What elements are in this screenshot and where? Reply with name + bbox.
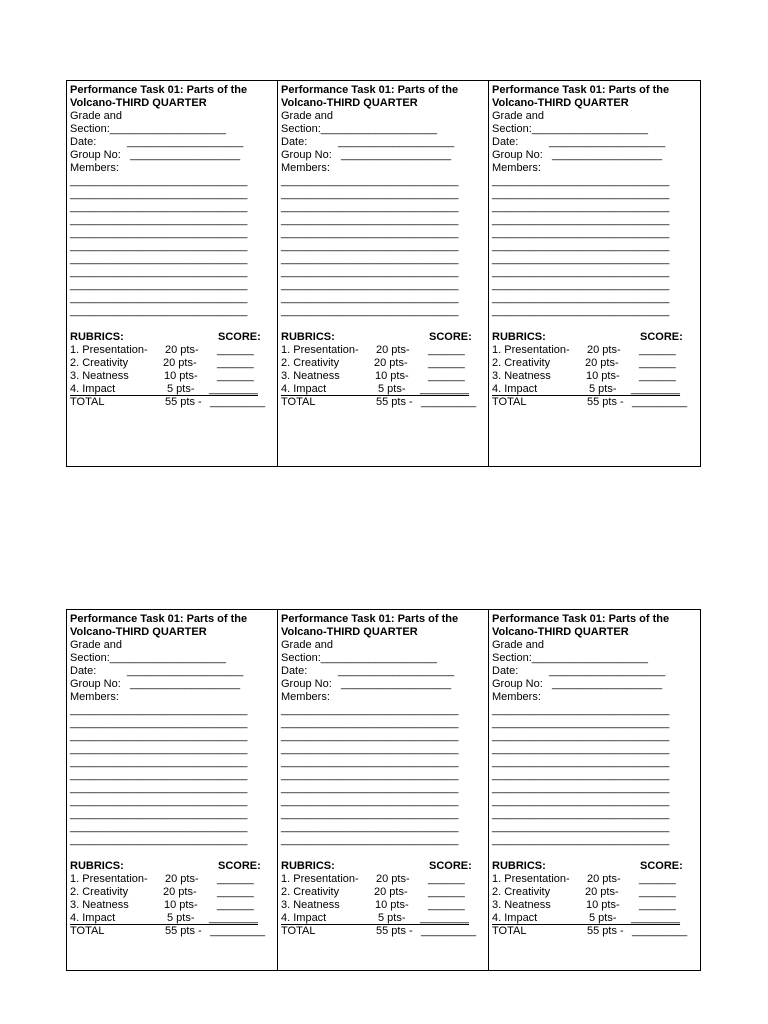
- criterion-score-blank: ______: [428, 344, 465, 356]
- grade-label: Grade and: [492, 639, 544, 651]
- group-row: [492, 149, 700, 162]
- member-line: _____________________________: [70, 227, 248, 239]
- member-line: _____________________________: [281, 808, 459, 820]
- group-blank-line: __________________: [341, 149, 452, 161]
- member-line: _____________________________: [70, 756, 248, 768]
- criterion-score-blank: ______: [217, 344, 254, 356]
- section-label: Section:: [492, 652, 532, 664]
- date-label: Date:: [492, 136, 519, 148]
- date-blank-line: ___________________: [127, 136, 244, 148]
- total-score-blank: _________: [632, 925, 688, 937]
- card-title-line: Performance Task 01: Parts of the: [492, 613, 670, 625]
- criterion-points: 10 pts-: [375, 370, 409, 382]
- criterion-row: [70, 886, 277, 899]
- member-line: _____________________________: [70, 201, 248, 213]
- member-line: _____________________________: [281, 292, 459, 304]
- criterion-score-blank: ________: [420, 383, 469, 395]
- rubrics-heading: RUBRICS:: [492, 331, 546, 343]
- member-line: _____________________________: [70, 214, 248, 226]
- criterion-label: 4. Impact: [281, 383, 327, 395]
- member-line: _____________________________: [70, 305, 248, 317]
- section-gap: [70, 318, 277, 331]
- criterion-points: 5 pts-: [378, 912, 406, 924]
- group-blank-line: __________________: [130, 678, 241, 690]
- criterion-row: [281, 383, 488, 396]
- date-label: Date:: [70, 136, 97, 148]
- section-gap: [281, 847, 488, 860]
- member-line: _____________________________: [281, 266, 459, 278]
- criterion-points: 10 pts-: [586, 370, 620, 382]
- criterion-score-blank: ______: [428, 370, 465, 382]
- total-row: [70, 396, 277, 409]
- card-title-line: Volcano-THIRD QUARTER: [281, 97, 418, 109]
- criterion-score-blank: ______: [639, 886, 676, 898]
- date-row: [281, 136, 488, 149]
- grade-label: Grade and: [492, 110, 544, 122]
- total-score-blank: _________: [421, 396, 477, 408]
- member-line: _____________________________: [281, 305, 459, 317]
- total-score-blank: _________: [210, 396, 266, 408]
- member-line: _____________________________: [492, 730, 670, 742]
- criterion-points: 5 pts-: [167, 912, 195, 924]
- member-line: _____________________________: [492, 214, 670, 226]
- member-line: _____________________________: [492, 717, 670, 729]
- members-label: Members:: [492, 691, 541, 703]
- rubrics-header-row: [70, 331, 277, 344]
- total-points: 55 pts -: [587, 396, 624, 408]
- criterion-points: 20 pts-: [376, 873, 410, 885]
- date-label: Date:: [70, 665, 97, 677]
- criterion-label: 2. Creativity: [281, 886, 340, 898]
- criterion-points: 20 pts-: [374, 357, 408, 369]
- rubrics-header-row: [281, 331, 488, 344]
- criterion-row: [70, 370, 277, 383]
- member-line: _____________________________: [492, 743, 670, 755]
- member-line: _____________________________: [281, 214, 459, 226]
- criterion-label: 2. Creativity: [70, 357, 129, 369]
- grade-label: Grade and: [281, 110, 333, 122]
- member-line: _____________________________: [281, 201, 459, 213]
- member-line: _____________________________: [70, 717, 248, 729]
- criterion-score-blank: ______: [217, 886, 254, 898]
- criterion-label: 2. Creativity: [492, 886, 551, 898]
- member-line: _____________________________: [70, 253, 248, 265]
- member-line: _____________________________: [492, 292, 670, 304]
- criterion-score-blank: ______: [639, 344, 676, 356]
- total-points: 55 pts -: [165, 396, 202, 408]
- group-blank-line: __________________: [130, 149, 241, 161]
- total-score-blank: _________: [421, 925, 477, 937]
- criterion-points: 10 pts-: [375, 899, 409, 911]
- criterion-score-blank: ______: [639, 370, 676, 382]
- card-title-line: Volcano-THIRD QUARTER: [70, 97, 207, 109]
- member-line: _____________________________: [281, 175, 459, 187]
- criterion-label: 3. Neatness: [70, 899, 129, 911]
- date-row: [70, 665, 277, 678]
- member-line: _____________________________: [492, 808, 670, 820]
- criterion-row: [492, 912, 700, 925]
- criterion-row: [492, 370, 700, 383]
- date-row: [70, 136, 277, 149]
- member-line: _____________________________: [492, 227, 670, 239]
- date-row: [281, 665, 488, 678]
- criterion-points: 20 pts-: [587, 344, 621, 356]
- members-label: Members:: [492, 162, 541, 174]
- total-row: [281, 925, 488, 938]
- criterion-label: 1. Presentation-: [70, 873, 148, 885]
- date-blank-line: ___________________: [549, 136, 666, 148]
- criterion-row: [281, 912, 488, 925]
- member-line: _____________________________: [70, 266, 248, 278]
- criterion-points: 20 pts-: [165, 873, 199, 885]
- member-line: _____________________________: [70, 279, 248, 291]
- grade-label: Grade and: [70, 639, 122, 651]
- criterion-row: [492, 357, 700, 370]
- rubrics-heading: RUBRICS:: [70, 860, 124, 872]
- card-title-line: Volcano-THIRD QUARTER: [70, 626, 207, 638]
- total-row: [492, 925, 700, 938]
- criterion-score-blank: ______: [217, 873, 254, 885]
- member-line: _____________________________: [492, 188, 670, 200]
- criterion-row: [492, 873, 700, 886]
- member-line: _____________________________: [281, 227, 459, 239]
- rubrics-heading: RUBRICS:: [281, 860, 335, 872]
- member-line: _____________________________: [70, 292, 248, 304]
- member-line: _____________________________: [70, 730, 248, 742]
- member-line: _____________________________: [281, 704, 459, 716]
- criterion-label: 4. Impact: [492, 912, 538, 924]
- section-row: [492, 123, 700, 136]
- member-line: _____________________________: [281, 821, 459, 833]
- criterion-points: 5 pts-: [167, 383, 195, 395]
- criterion-score-blank: ________: [420, 912, 469, 924]
- score-heading: SCORE:: [429, 860, 472, 872]
- criterion-score-blank: ________: [209, 383, 258, 395]
- section-label: Section:: [281, 123, 321, 135]
- criterion-label: 1. Presentation-: [492, 344, 570, 356]
- section-row: [492, 652, 700, 665]
- member-line: _____________________________: [492, 769, 670, 781]
- criterion-label: 3. Neatness: [492, 899, 551, 911]
- criterion-row: [70, 873, 277, 886]
- total-label: TOTAL: [281, 396, 316, 408]
- total-score-blank: _________: [210, 925, 266, 937]
- criterion-row: [492, 886, 700, 899]
- group-row: [70, 678, 277, 691]
- date-blank-line: ___________________: [127, 665, 244, 677]
- criterion-label: 1. Presentation-: [281, 873, 359, 885]
- score-heading: SCORE:: [640, 860, 683, 872]
- member-line: _____________________________: [281, 279, 459, 291]
- criterion-label: 1. Presentation-: [492, 873, 570, 885]
- criterion-label: 1. Presentation-: [281, 344, 359, 356]
- group-row: [492, 678, 700, 691]
- section-blank-line: ___________________: [320, 652, 437, 664]
- criterion-label: 1. Presentation-: [70, 344, 148, 356]
- group-row: [281, 149, 488, 162]
- section-blank-line: ___________________: [109, 652, 226, 664]
- criterion-score-blank: ______: [428, 357, 465, 369]
- member-line: _____________________________: [70, 240, 248, 252]
- member-line: _____________________________: [281, 782, 459, 794]
- member-line: _____________________________: [281, 834, 459, 846]
- member-line: _____________________________: [70, 743, 248, 755]
- section-row: [281, 652, 488, 665]
- rubrics-header-row: [70, 860, 277, 873]
- total-points: 55 pts -: [165, 925, 202, 937]
- section-blank-line: ___________________: [109, 123, 226, 135]
- member-line: _____________________________: [492, 305, 670, 317]
- score-heading: SCORE:: [218, 331, 261, 343]
- member-line: _____________________________: [492, 201, 670, 213]
- criterion-label: 3. Neatness: [281, 370, 340, 382]
- member-line: _____________________________: [70, 795, 248, 807]
- date-row: [492, 665, 700, 678]
- date-label: Date:: [281, 136, 308, 148]
- rubrics-heading: RUBRICS:: [492, 860, 546, 872]
- criterion-points: 20 pts-: [163, 886, 197, 898]
- member-line: _____________________________: [281, 240, 459, 252]
- rubrics-heading: RUBRICS:: [281, 331, 335, 343]
- member-line: _____________________________: [281, 253, 459, 265]
- member-line: _____________________________: [492, 834, 670, 846]
- group-label: Group No:: [70, 149, 121, 161]
- member-line: _____________________________: [492, 253, 670, 265]
- card-title-line: Volcano-THIRD QUARTER: [492, 97, 629, 109]
- date-blank-line: ___________________: [338, 136, 455, 148]
- section-blank-line: ___________________: [531, 652, 648, 664]
- rubrics-heading: RUBRICS:: [70, 331, 124, 343]
- card-title-line: Performance Task 01: Parts of the: [281, 84, 459, 96]
- member-line: _____________________________: [492, 175, 670, 187]
- task-card: [278, 610, 489, 970]
- member-line: _____________________________: [70, 782, 248, 794]
- task-card: [489, 610, 700, 970]
- criterion-row: [281, 899, 488, 912]
- member-line: _____________________________: [281, 730, 459, 742]
- member-line: _____________________________: [70, 175, 248, 187]
- member-line: _____________________________: [70, 808, 248, 820]
- criterion-row: [70, 344, 277, 357]
- rubrics-header-row: [492, 331, 700, 344]
- criterion-score-blank: ________: [209, 912, 258, 924]
- rubrics-header-row: [281, 860, 488, 873]
- member-line: _____________________________: [492, 266, 670, 278]
- task-card: [67, 81, 278, 466]
- group-label: Group No:: [492, 678, 543, 690]
- criterion-score-blank: ______: [428, 873, 465, 885]
- member-line: _____________________________: [492, 756, 670, 768]
- member-line: _____________________________: [70, 821, 248, 833]
- members-label: Members:: [70, 691, 119, 703]
- criterion-label: 2. Creativity: [281, 357, 340, 369]
- criterion-score-blank: ________: [631, 912, 680, 924]
- total-row: [281, 396, 488, 409]
- criterion-points: 20 pts-: [376, 344, 410, 356]
- card-title-line: Performance Task 01: Parts of the: [281, 613, 459, 625]
- member-line: _____________________________: [281, 743, 459, 755]
- criterion-points: 20 pts-: [587, 873, 621, 885]
- criterion-row: [281, 886, 488, 899]
- criterion-row: [281, 873, 488, 886]
- date-label: Date:: [281, 665, 308, 677]
- criterion-row: [70, 357, 277, 370]
- score-heading: SCORE:: [429, 331, 472, 343]
- member-line: _____________________________: [281, 769, 459, 781]
- section-label: Section:: [492, 123, 532, 135]
- section-label: Section:: [281, 652, 321, 664]
- criterion-row: [70, 383, 277, 396]
- group-label: Group No:: [70, 678, 121, 690]
- criterion-label: 4. Impact: [70, 383, 116, 395]
- member-line: _____________________________: [70, 769, 248, 781]
- group-label: Group No:: [492, 149, 543, 161]
- criterion-score-blank: ________: [631, 383, 680, 395]
- group-label: Group No:: [281, 678, 332, 690]
- criterion-points: 5 pts-: [589, 912, 617, 924]
- criterion-row: [492, 899, 700, 912]
- criterion-points: 20 pts-: [585, 357, 619, 369]
- criterion-row: [492, 344, 700, 357]
- group-blank-line: __________________: [552, 149, 663, 161]
- criterion-score-blank: ______: [428, 899, 465, 911]
- total-points: 55 pts -: [376, 396, 413, 408]
- date-row: [492, 136, 700, 149]
- criterion-points: 10 pts-: [164, 370, 198, 382]
- criterion-score-blank: ______: [639, 899, 676, 911]
- criterion-points: 5 pts-: [589, 383, 617, 395]
- section-gap: [492, 318, 700, 331]
- member-line: _____________________________: [281, 756, 459, 768]
- criterion-score-blank: ______: [428, 886, 465, 898]
- card-title-line: Performance Task 01: Parts of the: [70, 84, 248, 96]
- total-label: TOTAL: [281, 925, 316, 937]
- total-label: TOTAL: [70, 925, 105, 937]
- criterion-score-blank: ______: [217, 370, 254, 382]
- group-blank-line: __________________: [341, 678, 452, 690]
- group-row: [70, 149, 277, 162]
- criterion-label: 3. Neatness: [492, 370, 551, 382]
- members-label: Members:: [70, 162, 119, 174]
- card-title-line: Volcano-THIRD QUARTER: [281, 626, 418, 638]
- criterion-points: 10 pts-: [164, 899, 198, 911]
- total-row: [492, 396, 700, 409]
- member-line: _____________________________: [492, 279, 670, 291]
- member-line: _____________________________: [70, 704, 248, 716]
- criterion-label: 4. Impact: [281, 912, 327, 924]
- date-blank-line: ___________________: [549, 665, 666, 677]
- criterion-points: 5 pts-: [378, 383, 406, 395]
- criterion-points: 20 pts-: [165, 344, 199, 356]
- task-card: [278, 81, 489, 466]
- total-points: 55 pts -: [587, 925, 624, 937]
- member-line: _____________________________: [492, 240, 670, 252]
- criterion-label: 2. Creativity: [492, 357, 551, 369]
- criterion-label: 4. Impact: [70, 912, 116, 924]
- score-heading: SCORE:: [640, 331, 683, 343]
- criterion-points: 20 pts-: [374, 886, 408, 898]
- members-label: Members:: [281, 691, 330, 703]
- card-title-line: Volcano-THIRD QUARTER: [492, 626, 629, 638]
- total-score-blank: _________: [632, 396, 688, 408]
- member-line: _____________________________: [492, 782, 670, 794]
- member-line: _____________________________: [281, 795, 459, 807]
- section-row: [70, 123, 277, 136]
- member-line: _____________________________: [492, 795, 670, 807]
- member-line: _____________________________: [492, 704, 670, 716]
- section-label: Section:: [70, 123, 110, 135]
- task-card: [489, 81, 700, 466]
- card-grid-top: [66, 80, 701, 467]
- criterion-label: 3. Neatness: [281, 899, 340, 911]
- criterion-row: [70, 912, 277, 925]
- section-row: [70, 652, 277, 665]
- total-label: TOTAL: [492, 396, 527, 408]
- grade-label: Grade and: [70, 110, 122, 122]
- member-line: _____________________________: [281, 717, 459, 729]
- criterion-label: 3. Neatness: [70, 370, 129, 382]
- section-label: Section:: [70, 652, 110, 664]
- group-label: Group No:: [281, 149, 332, 161]
- group-row: [281, 678, 488, 691]
- score-heading: SCORE:: [218, 860, 261, 872]
- section-gap: [70, 847, 277, 860]
- rubrics-header-row: [492, 860, 700, 873]
- card-title-line: Performance Task 01: Parts of the: [70, 613, 248, 625]
- criterion-row: [70, 899, 277, 912]
- criterion-score-blank: ______: [639, 873, 676, 885]
- criterion-points: 20 pts-: [585, 886, 619, 898]
- criterion-row: [281, 357, 488, 370]
- member-line: _____________________________: [70, 188, 248, 200]
- criterion-points: 20 pts-: [163, 357, 197, 369]
- criterion-row: [281, 370, 488, 383]
- criterion-score-blank: ______: [639, 357, 676, 369]
- criterion-row: [281, 344, 488, 357]
- total-label: TOTAL: [70, 396, 105, 408]
- section-blank-line: ___________________: [320, 123, 437, 135]
- task-card: [67, 610, 278, 970]
- members-label: Members:: [281, 162, 330, 174]
- criterion-label: 4. Impact: [492, 383, 538, 395]
- criterion-points: 10 pts-: [586, 899, 620, 911]
- criterion-label: 2. Creativity: [70, 886, 129, 898]
- section-gap: [281, 318, 488, 331]
- total-label: TOTAL: [492, 925, 527, 937]
- member-line: _____________________________: [281, 188, 459, 200]
- grade-label: Grade and: [281, 639, 333, 651]
- total-row: [70, 925, 277, 938]
- group-blank-line: __________________: [552, 678, 663, 690]
- date-blank-line: ___________________: [338, 665, 455, 677]
- member-line: _____________________________: [70, 834, 248, 846]
- date-label: Date:: [492, 665, 519, 677]
- section-row: [281, 123, 488, 136]
- total-points: 55 pts -: [376, 925, 413, 937]
- card-title-line: Performance Task 01: Parts of the: [492, 84, 670, 96]
- card-grid-bottom: [66, 609, 701, 971]
- section-gap: [492, 847, 700, 860]
- section-blank-line: ___________________: [531, 123, 648, 135]
- member-line: _____________________________: [492, 821, 670, 833]
- criterion-score-blank: ______: [217, 899, 254, 911]
- criterion-row: [492, 383, 700, 396]
- criterion-score-blank: ______: [217, 357, 254, 369]
